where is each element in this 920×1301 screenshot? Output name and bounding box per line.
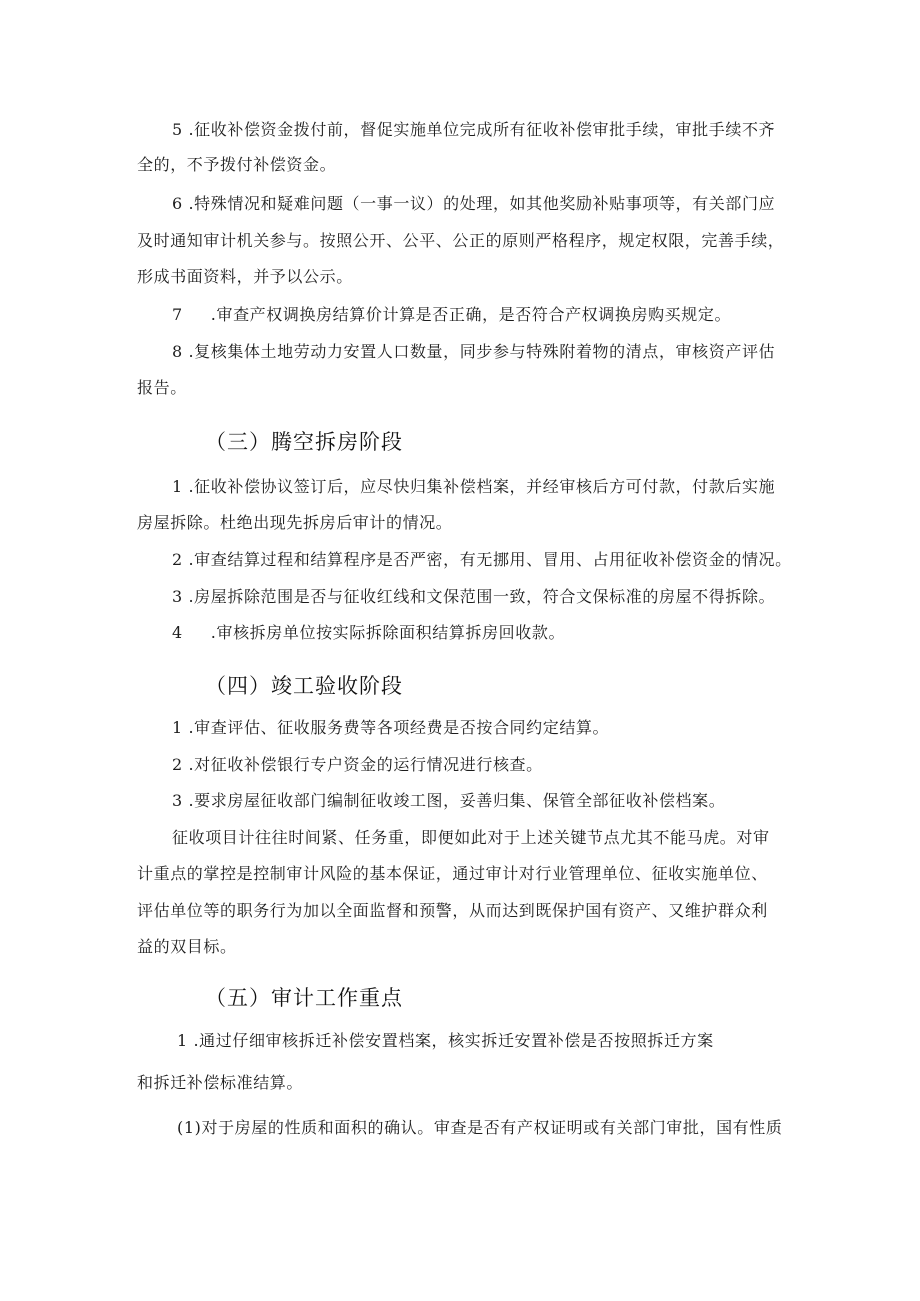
s3-item-4-text: .审核拆房单位按实际拆除面积结算拆房回收款。 bbox=[210, 623, 566, 642]
heading-section-3: （三）腾空拆房阶段 bbox=[205, 430, 403, 454]
item-8-line-1: 8 .复核集体土地劳动力安置人口数量，同步参与特殊附着物的清点，审核资产评估 bbox=[172, 342, 776, 361]
item-7-text: .审查产权调换房结算价计算是否正确，是否符合产权调换房购买规定。 bbox=[210, 305, 732, 324]
s4-item-2: 2 .对征收补偿银行专户资金的运行情况进行核查。 bbox=[172, 755, 543, 774]
s3-item-4 bbox=[172, 623, 565, 643]
s3-item-4-number: 4 bbox=[172, 623, 183, 642]
s3-item-1-line-2: 房屋拆除。杜绝出现先拆房后审计的情况。 bbox=[137, 513, 453, 532]
s4-paragraph-line-2: 计重点的掌控是控制审计风险的基本保证，通过审计对行业管理单位、征收实施单位、 bbox=[137, 864, 768, 883]
s4-paragraph-line-4: 益的双目标。 bbox=[137, 937, 237, 956]
item-7 bbox=[172, 305, 731, 325]
item-8-line-2: 报告。 bbox=[137, 378, 187, 397]
s5-sub-item-1: (1)对于房屋的性质和面积的确认。审查是否有产权证明或有关部门审批，国有性质 bbox=[177, 1118, 783, 1137]
s4-paragraph-line-1: 征收项目计往往时间紧、任务重，即便如此对于上述关键节点尤其不能马虎。对审 bbox=[172, 828, 770, 847]
s3-item-3: 3 .房屋拆除范围是否与征收红线和文保范围一致，符合文保标准的房屋不得拆除。 bbox=[172, 587, 776, 606]
item-6-line-1: 6 .特殊情况和疑难问题（一事一议）的处理，如其他奖励补贴事项等，有关部门应 bbox=[172, 194, 776, 213]
s3-item-1-line-1: 1 .征收补偿协议签订后，应尽快归集补偿档案，并经审核后方可付款，付款后实施 bbox=[172, 477, 776, 496]
item-7-number: 7 bbox=[172, 305, 183, 324]
s5-item-1-line-1: 1 .通过仔细审核拆迁补偿安置档案，核实拆迁安置补偿是否按照拆迁方案 bbox=[177, 1031, 714, 1050]
item-5-line-2: 全的，不予拨付补偿资金。 bbox=[137, 155, 337, 174]
heading-section-5: （五）审计工作重点 bbox=[205, 986, 403, 1010]
item-6-line-2: 及时通知审计机关参与。按照公开、公平、公正的原则严格程序，规定权限，完善手续， bbox=[137, 231, 785, 250]
s3-item-2: 2 .审查结算过程和结算程序是否严密，有无挪用、冒用、占用征收补偿资金的情况。 bbox=[172, 550, 792, 569]
item-6-line-3: 形成书面资料，并予以公示。 bbox=[137, 267, 353, 286]
s5-item-1-line-2: 和拆迁补偿标准结算。 bbox=[137, 1073, 304, 1092]
heading-section-4: （四）竣工验收阶段 bbox=[205, 674, 403, 698]
s4-item-3: 3 .要求房屋征收部门编制征收竣工图，妥善归集、保管全部征收补偿档案。 bbox=[172, 791, 726, 810]
s4-item-1: 1 .审查评估、征收服务费等各项经费是否按合同约定结算。 bbox=[172, 718, 610, 737]
s4-paragraph-line-3: 评估单位等的职务行为加以全面监督和预警，从而达到既保护国有资产、又维护群众利 bbox=[137, 901, 768, 920]
item-5-line-1: 5 .征收补偿资金拨付前，督促实施单位完成所有征收补偿审批手续，审批手续不齐 bbox=[172, 120, 776, 139]
